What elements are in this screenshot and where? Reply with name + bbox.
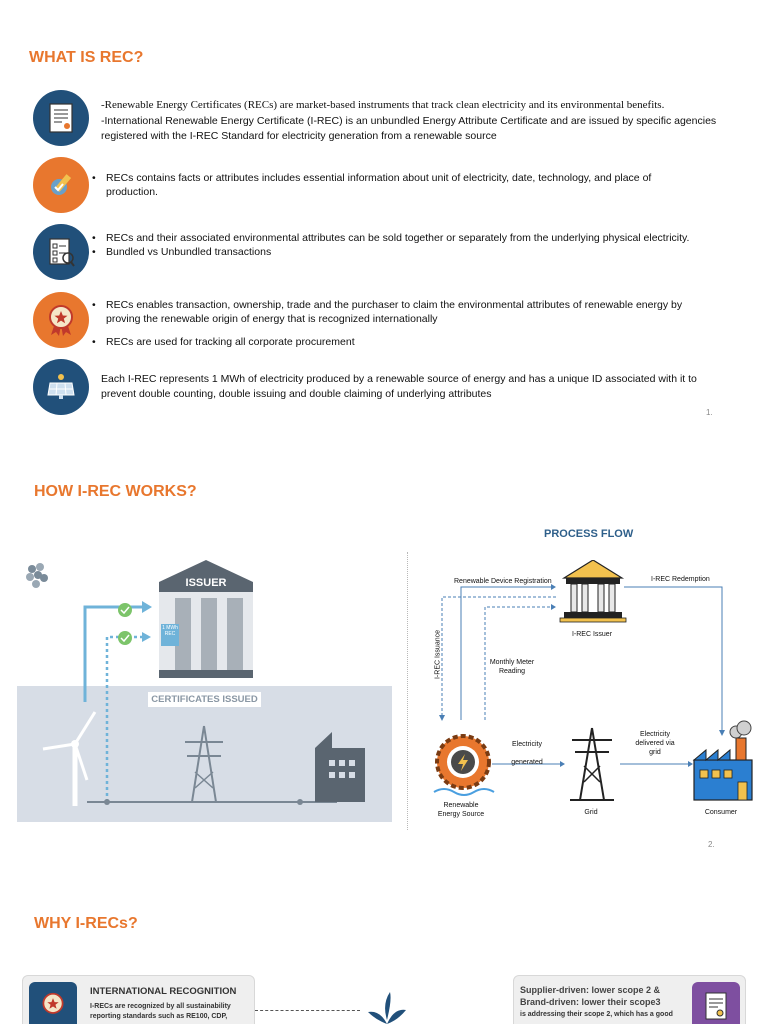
electricity-generated-label-2: generated <box>511 759 543 766</box>
bullet-transaction-text: RECs enables transaction, ownership, trade and the purchaser to claim the environmental attributes of renewable energy by proving the renewable origin of energy that is recognized internationally <box>106 299 683 325</box>
consumer-label: Consumer <box>704 809 738 816</box>
renewable-device-registration-label: Renewable Device Registration <box>454 578 552 585</box>
section-heading-what-is-rec: WHAT IS REC? <box>29 49 144 66</box>
rec-label: 1 MWh REC <box>162 625 178 637</box>
issuer-label: ISSUER <box>185 577 227 589</box>
bullet-sold: • RECs and their associated environmental attributes can be sold together or separately from the underlying physical electricity. <box>92 232 690 244</box>
electricity-delivered-label: Electricity delivered via grid <box>635 731 675 756</box>
card-left-title: INTERNATIONAL RECOGNITION <box>90 986 237 997</box>
award-badge-icon <box>33 292 89 348</box>
irec-issuer-label: I-REC Issuer <box>571 631 613 638</box>
monthly-meter-reading-label: Monthly Meter Reading <box>489 659 535 675</box>
document-icon <box>692 982 740 1024</box>
certificate-icon <box>33 90 89 146</box>
renewable-energy-source-label: Renewable Energy Source <box>437 802 485 818</box>
card-left-text: I-RECs are recognized by all sustainability reporting standards such as RE100, CDP, <box>90 1003 231 1020</box>
bullet-facts-text: RECs contains facts or attributes includes essential information about unit of electricity, date, technology, and place of production. <box>106 172 652 198</box>
irec-redemption-label: I-REC Redemption <box>651 576 710 583</box>
bullet-facts: • RECs contains facts or attributes includes essential information about unit of electricity, date, technology, and place of production. <box>92 172 652 198</box>
solar-panel-icon <box>33 359 89 415</box>
card-right-title: Supplier-driven: lower scope 2 & Brand-driven: lower their scope3 <box>520 985 661 1007</box>
each-irec-text: Each I-REC represents 1 MWh of electricity produced by a renewable source of energy and has a unique ID associated with it to prevent double counting, double issuing and double claiming of underlying attributes <box>101 373 697 400</box>
bullet-sold-text: RECs and their associated environmental attributes can be sold together or separately from the underlying physical electricity. <box>106 232 690 244</box>
page-number-2: 2. <box>708 840 715 849</box>
award-icon <box>29 982 77 1024</box>
irec-issuance-label: I-REC Issuance <box>434 629 442 680</box>
section-heading-why-irecs: WHY I-RECs? <box>34 915 138 932</box>
card-supplier-brand <box>513 975 746 1024</box>
connector-line <box>255 1010 360 1011</box>
process-flow-diagram <box>420 560 760 830</box>
section-heading-how-irec-works: HOW I-REC WORKS? <box>34 483 197 500</box>
page-number-1: 1. <box>706 408 713 417</box>
bullet-bundled-text: Bundled vs Unbundled transactions <box>106 246 272 258</box>
bullet-tracking-text: RECs are used for tracking all corporate procurement <box>106 336 355 348</box>
divider <box>407 552 408 830</box>
card-right-text: is addressing their scope 2, which has a good <box>520 1011 673 1018</box>
certificates-issued-label: CERTIFICATES ISSUED <box>148 692 261 707</box>
plant-icon <box>362 990 412 1024</box>
electricity-generated-label-1: Electricity <box>512 741 542 748</box>
intro-line-2: -International Renewable Energy Certificate (I-REC) is an unbundled Energy Attribute Certificate and are issued by specific agencies registered with the I-REC Standard for electricity generation from a renewable source <box>101 115 717 142</box>
irec-illustration <box>17 552 392 822</box>
pencil-icon <box>33 157 89 213</box>
intro-line-1: -Renewable Energy Certificates (RECs) are market-based instruments that track clean electricity and its environmental benefits. <box>101 99 665 111</box>
card-international-recognition <box>22 975 255 1024</box>
bullet-transaction: • RECs enables transaction, ownership, trade and the purchaser to claim the environmental attributes of renewable energy by proving the renewable origin of energy that is recognized internationally <box>92 299 683 325</box>
checklist-icon <box>33 224 89 280</box>
bullet-bundled: • Bundled vs Unbundled transactions <box>92 246 272 258</box>
grid-label: Grid <box>584 809 598 816</box>
process-flow-title: PROCESS FLOW <box>544 528 634 540</box>
bullet-tracking: • RECs are used for tracking all corporate procurement <box>92 336 355 348</box>
